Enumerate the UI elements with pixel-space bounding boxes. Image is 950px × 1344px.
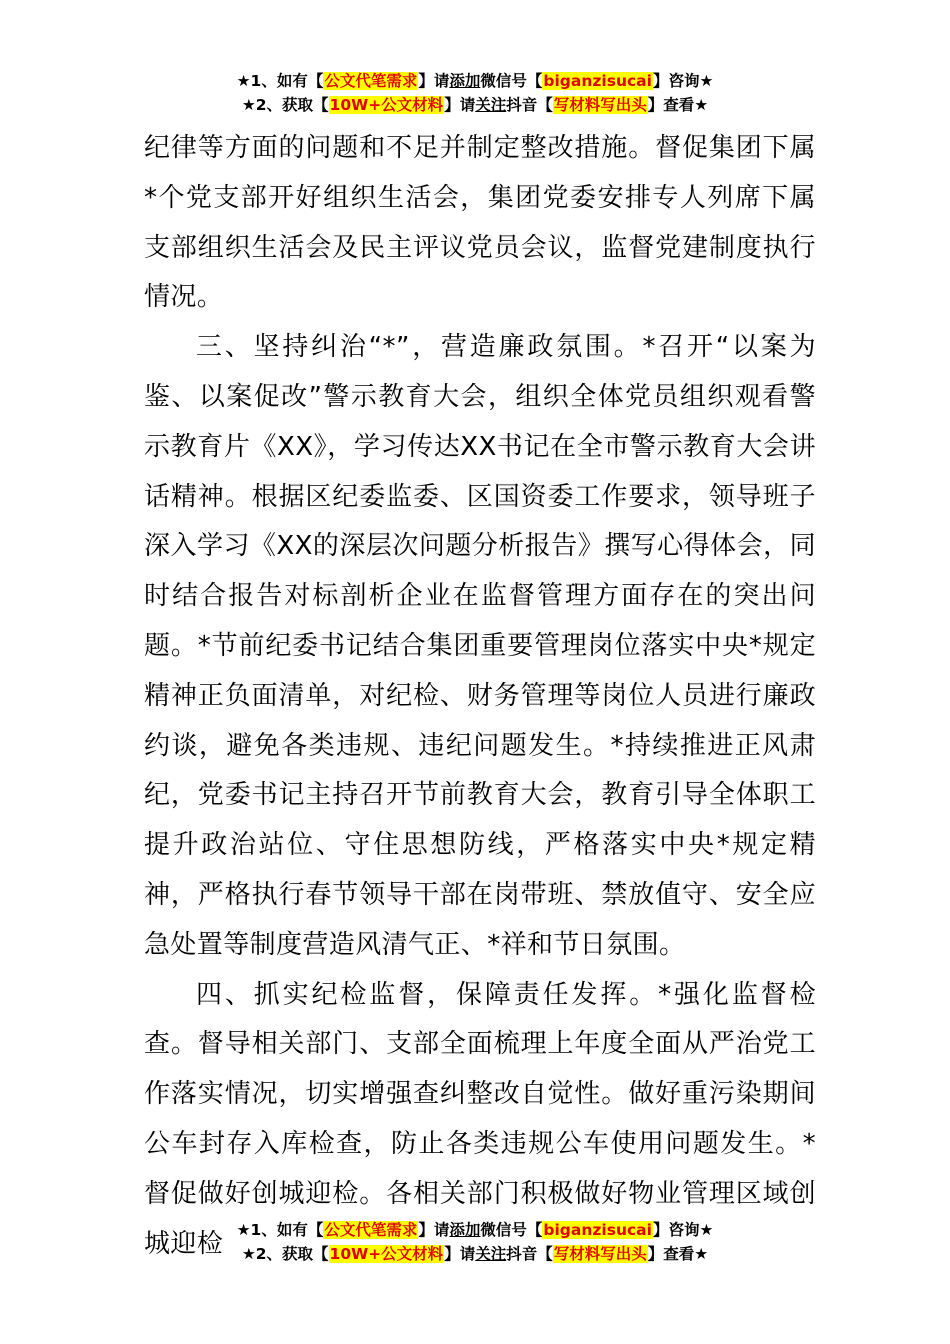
footer-promo-line-1 [0, 1218, 950, 1242]
footer-line-2-underline: 关注 [475, 1245, 507, 1263]
promo-line-1-highlight-service: 公文代笔需求 [324, 72, 418, 90]
footer-line-2-mid2: 抖音【 [506, 1245, 553, 1263]
promo-line-2-mid2: 抖音【 [506, 96, 553, 114]
footer-line-1-highlight-service: 公文代笔需求 [324, 1221, 418, 1239]
promo-line-1-prefix: ★1、如有【 [236, 72, 324, 90]
footer-line-2-suffix: 】查看★ [647, 1245, 709, 1263]
promo-line-1-mid2: 微信号【 [480, 72, 543, 90]
header-promo-banner [0, 69, 950, 117]
footer-promo-banner [0, 1218, 950, 1266]
promo-line-2-underline: 关注 [475, 96, 507, 114]
paragraph-section-four: 四、抓实纪检监督，保障责任发挥。*强化监督检查。督导相关部门、支部全面梳理上年度全面从严治党工作落实情况，切实增强查纠整改自觉性。做好重污染期间公车封存入库检查，防止各类违规公车使用问题发生。*督促做好创城迎检。各相关部门积极做好物业管理区域创城迎检 [144, 979, 816, 1259]
promo-line-1-highlight-wechat: biganzisucai [543, 72, 652, 90]
promo-line-1-suffix: 】咨询★ [652, 72, 714, 90]
footer-line-2-highlight-materials: 10W+公文材料 [329, 1245, 444, 1263]
promo-line-2-suffix: 】查看★ [647, 96, 709, 114]
footer-line-1-underline: 添加 [449, 1221, 481, 1239]
paragraph-section-three: 三、坚持纠治“*”，营造廉政氛围。*召开“以案为鉴、以案促改”警示教育大会，组织全体党员组织观看警示教育片《XX》，学习传达XX书记在全市警示教育大会讲话精神。根据区纪委监委、区国资委工作要求，领导班子深入学习《XX的深层次问题分析报告》撰写心得体会，同时结合报告对标剖析企业在监督管理方面存在的突出问题。*节前纪委书记结合集团重要管理岗位落实中央*规定精神正负面清单，对纪检、财务管理等岗位人员进行廉政约谈，避免各类违规、违纪问题发生。*持续推进正风肃纪，党委书记主持召开节前教育大会，教育引导全体职工提升政治站位、守住思想防线，严格落实中央*规定精神，严格执行春节领导干部在岗带班、禁放值守、安全应急处置等制度营造风清气正、*祥和节日氛围。 [144, 332, 816, 960]
footer-line-1-mid2: 微信号【 [480, 1221, 543, 1239]
footer-line-1-prefix: ★1、如有【 [236, 1221, 324, 1239]
promo-line-2 [0, 93, 950, 117]
footer-line-2-mid: 】请 [444, 1245, 476, 1263]
paragraph-continuation: 纪律等方面的问题和不足并制定整改措施。督促集团下属*个党支部开好组织生活会，集团党委安排专人列席下属支部组织生活会及民主评议党员会议，监督党建制度执行情况。 [144, 133, 816, 313]
footer-line-1-suffix: 】咨询★ [652, 1221, 714, 1239]
promo-line-1-mid: 】请 [418, 72, 450, 90]
promo-line-2-prefix: ★2、获取【 [241, 96, 329, 114]
footer-promo-line-2 [0, 1242, 950, 1266]
document-body [144, 124, 816, 1269]
footer-line-2-highlight-douyin: 写材料写出头 [553, 1245, 647, 1263]
promo-line-2-highlight-douyin: 写材料写出头 [553, 96, 647, 114]
promo-line-1 [0, 69, 950, 93]
footer-line-2-prefix: ★2、获取【 [241, 1245, 329, 1263]
promo-line-2-mid: 】请 [444, 96, 476, 114]
footer-line-1-highlight-wechat: biganzisucai [543, 1221, 652, 1239]
footer-line-1-mid: 】请 [418, 1221, 450, 1239]
promo-line-2-highlight-materials: 10W+公文材料 [329, 96, 444, 114]
promo-line-1-underline: 添加 [449, 72, 481, 90]
